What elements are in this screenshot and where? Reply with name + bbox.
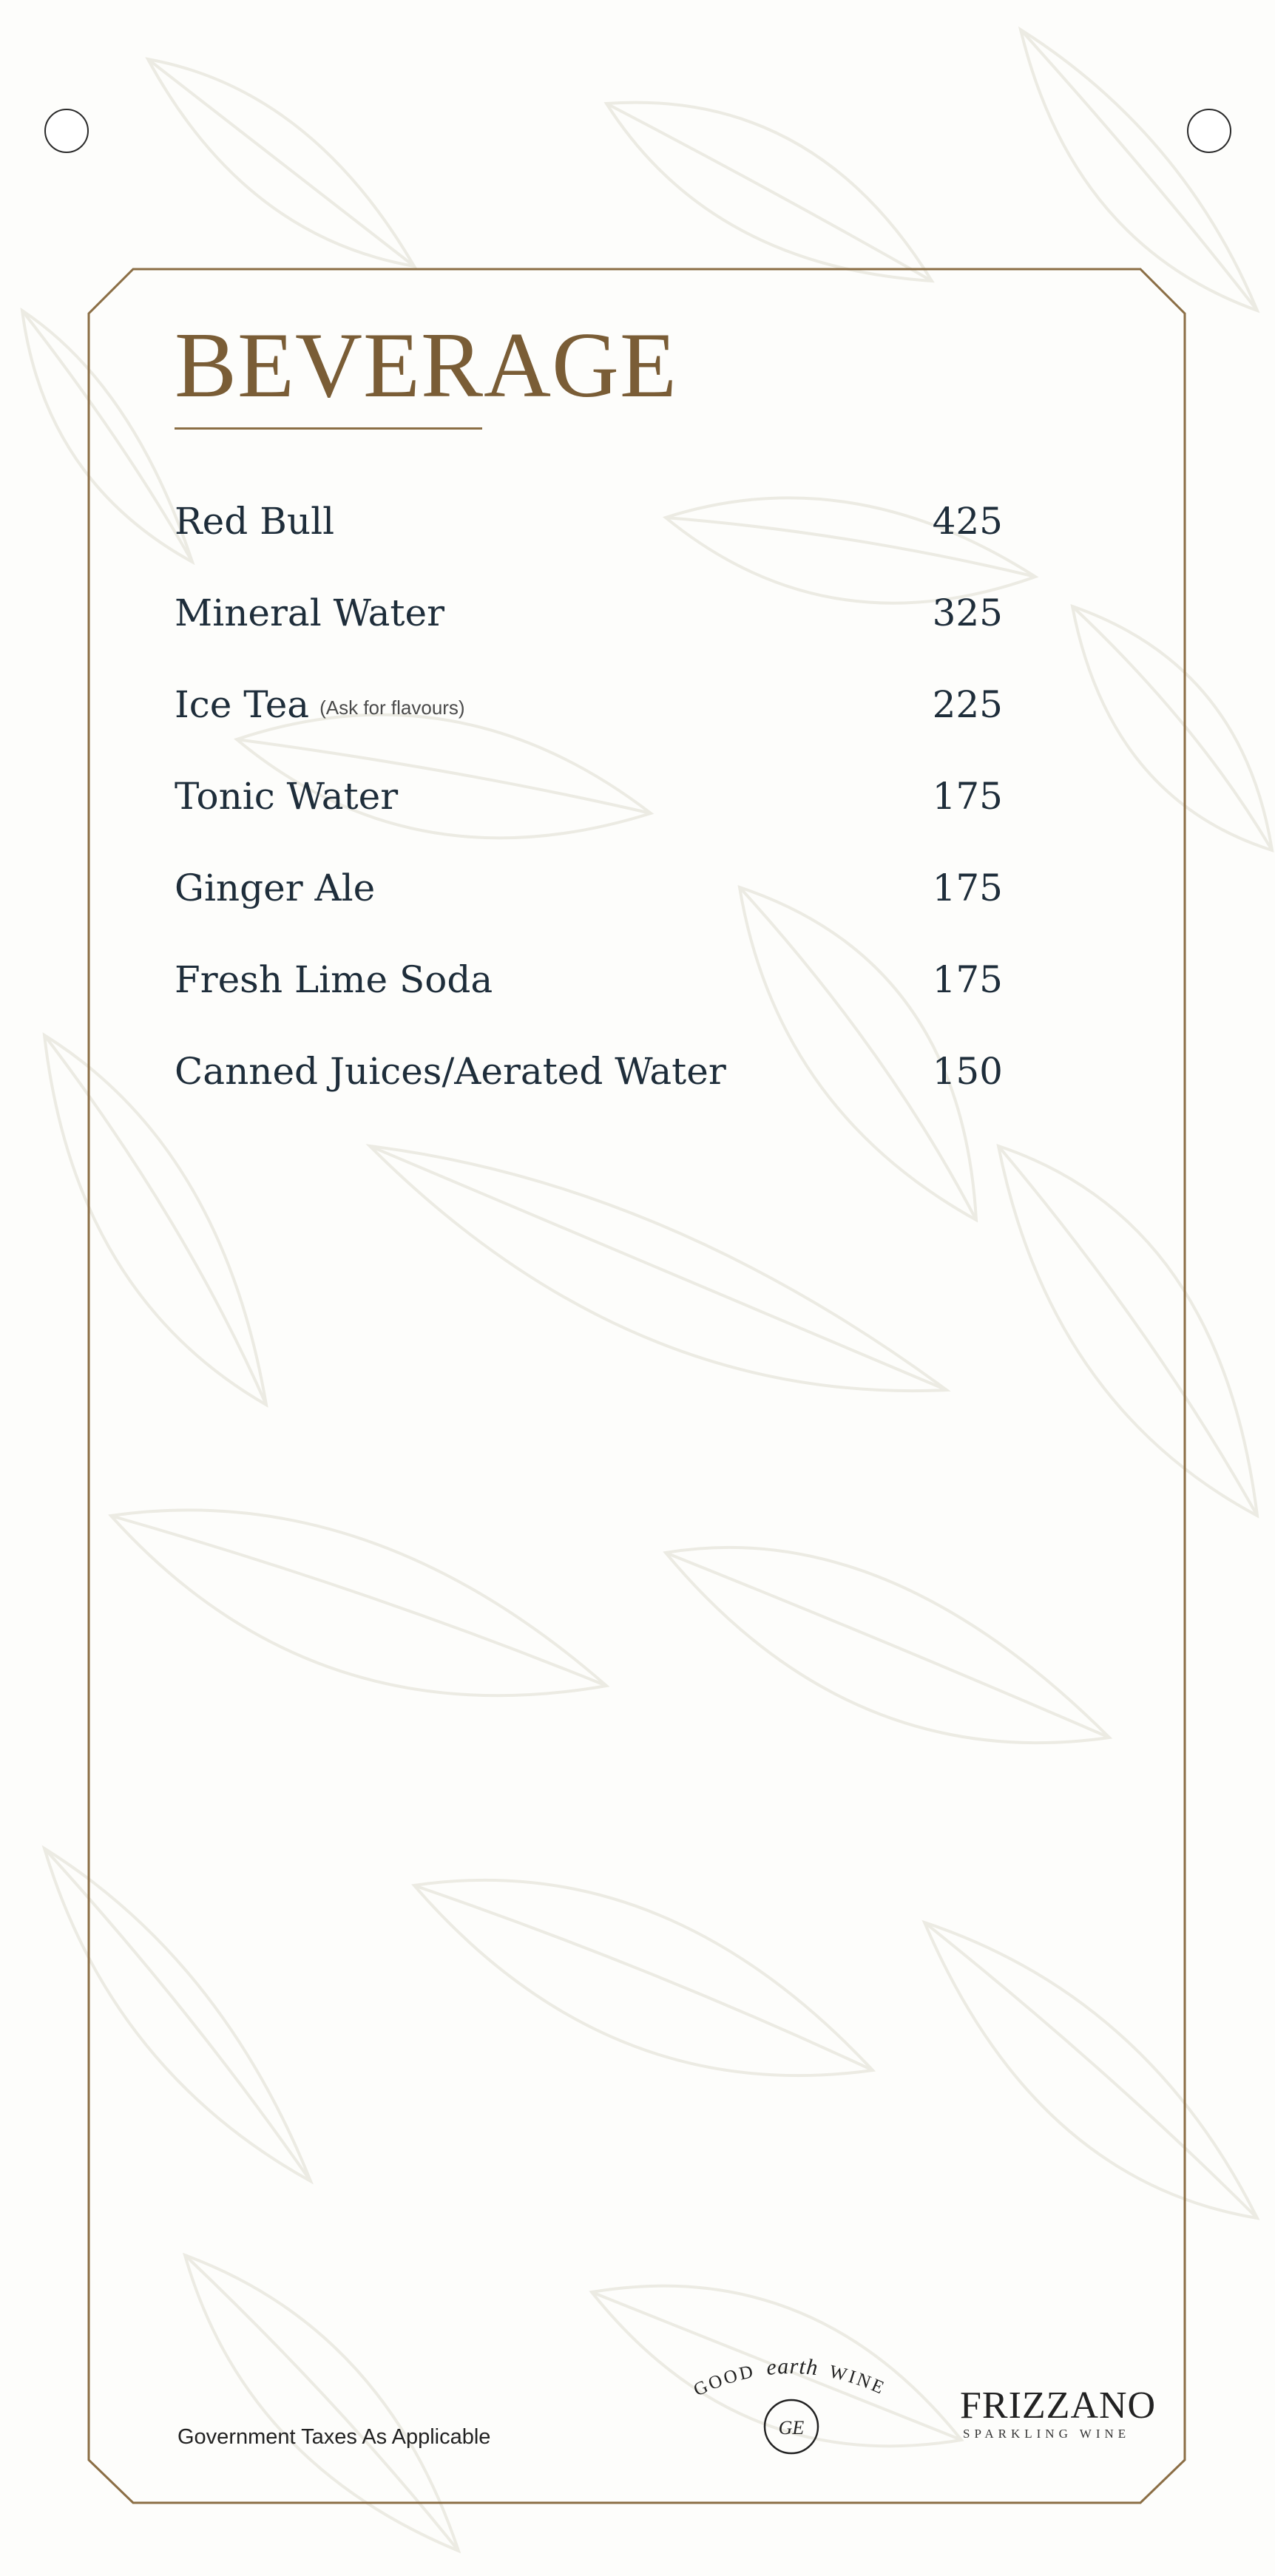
tax-note: Government Taxes As Applicable — [177, 2425, 491, 2449]
item-note: (Ask for flavours) — [319, 696, 465, 719]
frizzano-logo-tagline: SPARKLING WINE — [963, 2427, 1131, 2441]
item-name: Ginger Ale — [175, 867, 376, 909]
menu-item — [175, 1050, 1003, 1102]
item-price: 175 — [932, 867, 1003, 909]
menu-item — [175, 592, 1003, 643]
item-price: 225 — [932, 683, 1003, 726]
page-title: BEVERAGE — [175, 314, 677, 417]
good-earth-wine-logo — [680, 2340, 902, 2466]
good-earth-monogram: GE — [778, 2417, 805, 2438]
punch-hole-left — [44, 109, 89, 153]
menu-item — [175, 683, 1003, 735]
good-earth-script-word: earth — [765, 2353, 820, 2381]
item-name: Tonic Water — [175, 775, 399, 818]
menu-item — [175, 867, 1003, 918]
item-name: Fresh Lime Soda — [175, 958, 493, 1001]
frizzano-logo-name: FRIZZANO — [960, 2385, 1157, 2427]
svg-text:GOOD earth WINE — [691, 2354, 889, 2401]
item-price: 150 — [932, 1050, 1003, 1093]
item-price: 325 — [932, 592, 1003, 634]
item-name: Canned Juices/Aerated Water — [175, 1050, 726, 1093]
good-earth-right-word: WINE — [827, 2362, 889, 2399]
title-underline — [175, 427, 482, 430]
item-name: Ice Tea (Ask for flavours) — [175, 683, 465, 726]
item-price: 175 — [932, 775, 1003, 818]
item-name: Red Bull — [175, 500, 335, 543]
item-price: 425 — [932, 500, 1003, 543]
item-price: 175 — [932, 958, 1003, 1001]
item-name: Mineral Water — [175, 592, 445, 634]
punch-hole-right — [1187, 109, 1231, 153]
menu-item — [175, 775, 1003, 827]
good-earth-left-word: GOOD — [690, 2361, 757, 2401]
menu-item — [175, 958, 1003, 1010]
menu-item — [175, 500, 1003, 552]
